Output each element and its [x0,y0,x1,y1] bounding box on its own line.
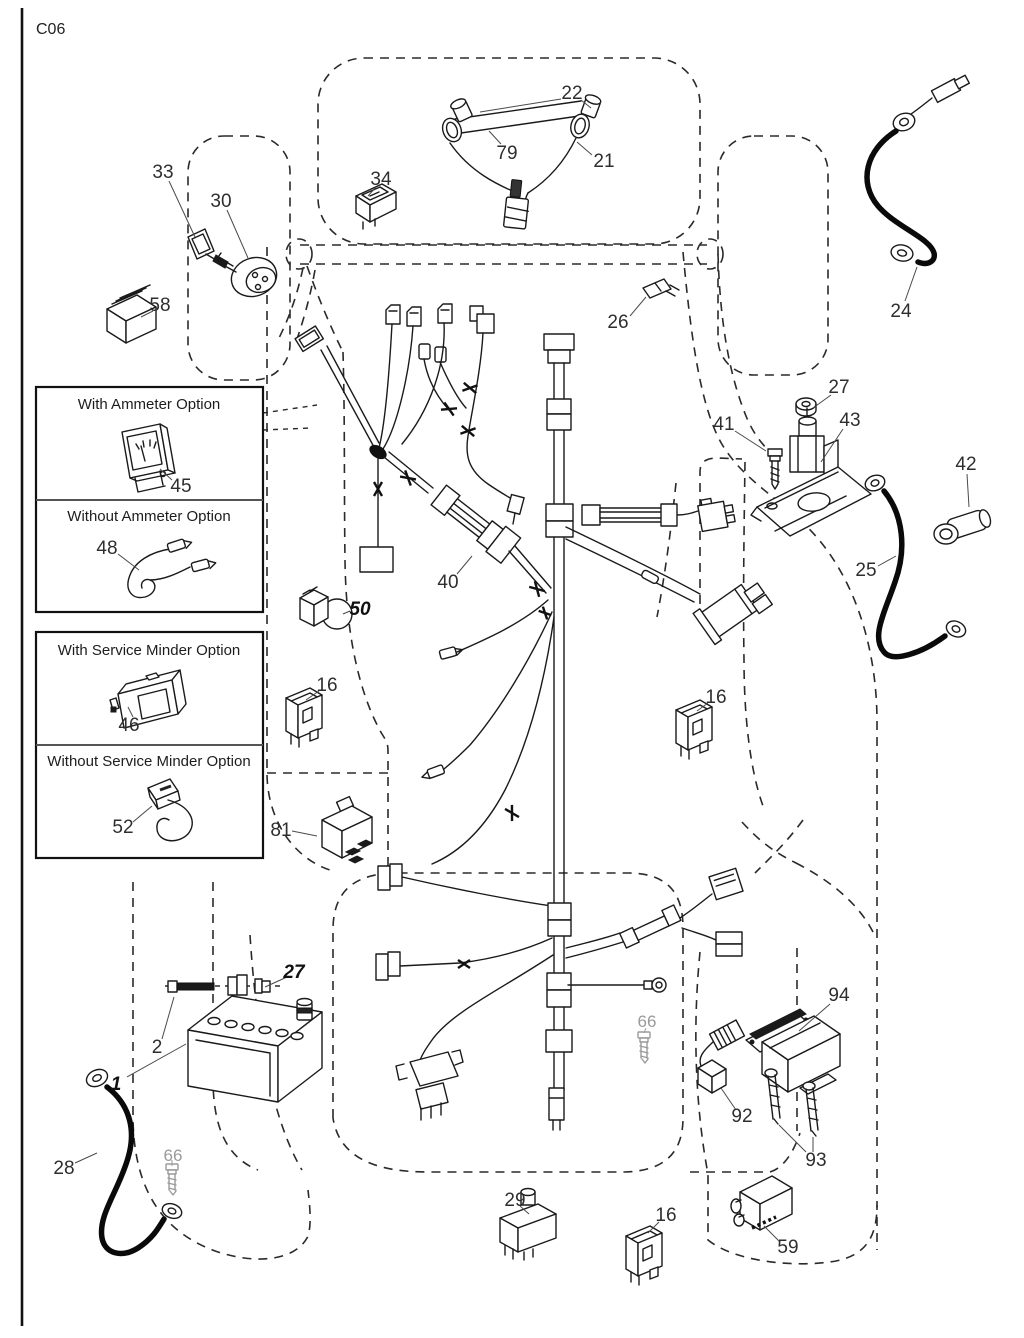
part-label-48: 48 [96,538,118,559]
part-label-92: 92 [731,1106,753,1127]
cowl-end-right [697,239,723,269]
part-label-30: 30 [210,191,232,212]
part-label-79: 79 [496,143,518,164]
part-label-27-solenoid: 27 [828,377,850,398]
part-label-34: 34 [370,169,392,190]
part-label-29: 29 [504,1190,526,1211]
part-label-33: 33 [152,162,174,183]
engine-ground-cable-drawing [863,473,968,657]
battery-drawing [165,975,322,1102]
fender-cross-lines [742,820,875,936]
module-harness-drawing [698,1020,744,1093]
solenoid-screw-drawing [768,449,782,489]
fender-inner-line-2 [657,483,676,617]
part-label-28: 28 [53,1158,75,1179]
service-minder-without-title: Without Service Minder Option [47,753,251,770]
plug-connector [396,1050,463,1120]
option-box-service-minder [36,632,263,858]
part-label-1: 1 [110,1074,122,1095]
relay-drawing [322,797,372,863]
starter-relay-drawing [731,1176,792,1230]
part-label-40: 40 [437,572,459,593]
part-label-59: 59 [777,1237,799,1258]
ammeter-with-title: With Ammeter Option [77,396,221,413]
part-label-27-battery: 27 [283,962,305,983]
harness-blade-terminal [510,180,522,198]
keyswitch-connector-drawing [300,587,352,629]
terminal-boot-drawing [934,507,993,544]
part-label-16-left: 16 [316,675,338,696]
plunger-switch-drawing-right [676,700,712,759]
part-label-24: 24 [890,301,912,322]
battery-cable-red-drawing [867,73,970,263]
control-module-drawing [746,1009,840,1094]
part-label-45: 45 [170,476,192,497]
plunger-switch-drawing-left [286,688,322,747]
part-label-46: 46 [118,715,140,736]
part-label-41: 41 [713,414,735,435]
cowl-lines [300,245,707,264]
part-label-26: 26 [607,312,629,333]
headlight-harness-drawing [439,93,602,229]
ammeter-without-title: Without Ammeter Option [67,508,231,525]
part-label-58: 58 [149,295,171,316]
center-harness-drawing [376,334,772,1130]
right-dash-panel-outline [718,136,828,375]
part-label-81: 81 [270,820,292,841]
option-box-ammeter [36,387,263,612]
light-switch-drawing [356,184,396,229]
part-label-66-right: 66 [637,1012,657,1031]
part-label-21: 21 [593,151,615,172]
part-label-94: 94 [828,985,850,1006]
part-label-42: 42 [955,454,977,475]
part-label-43: 43 [839,410,861,431]
service-minder-with-title: With Service Minder Option [57,642,241,659]
ignition-switch-drawing [213,251,282,302]
screw-66-left-drawing [166,1164,178,1195]
part-label-16-bottom: 16 [655,1205,677,1226]
part-label-25: 25 [855,560,877,581]
fender-inner-line [744,462,763,806]
optionbox-location-lines [263,405,317,430]
headlight-connector [503,197,528,229]
page-code: C06 [36,21,66,38]
plunger-switch-drawing-bottom [626,1226,662,1285]
screw-66-right-drawing [638,1032,650,1063]
part-label-2: 2 [151,1037,163,1058]
right-fender-outer [683,252,877,1250]
part-label-52: 52 [112,817,134,838]
part-label-50: 50 [349,599,371,620]
fuse-drawing [643,279,679,298]
part-label-22: 22 [561,83,583,104]
part-label-16-right: 16 [705,687,727,708]
frame-bottom-outline [333,873,683,1172]
part-label-66-left: 66 [163,1146,183,1165]
part-label-93: 93 [805,1150,827,1171]
left-dash-panel-outline [188,136,290,380]
